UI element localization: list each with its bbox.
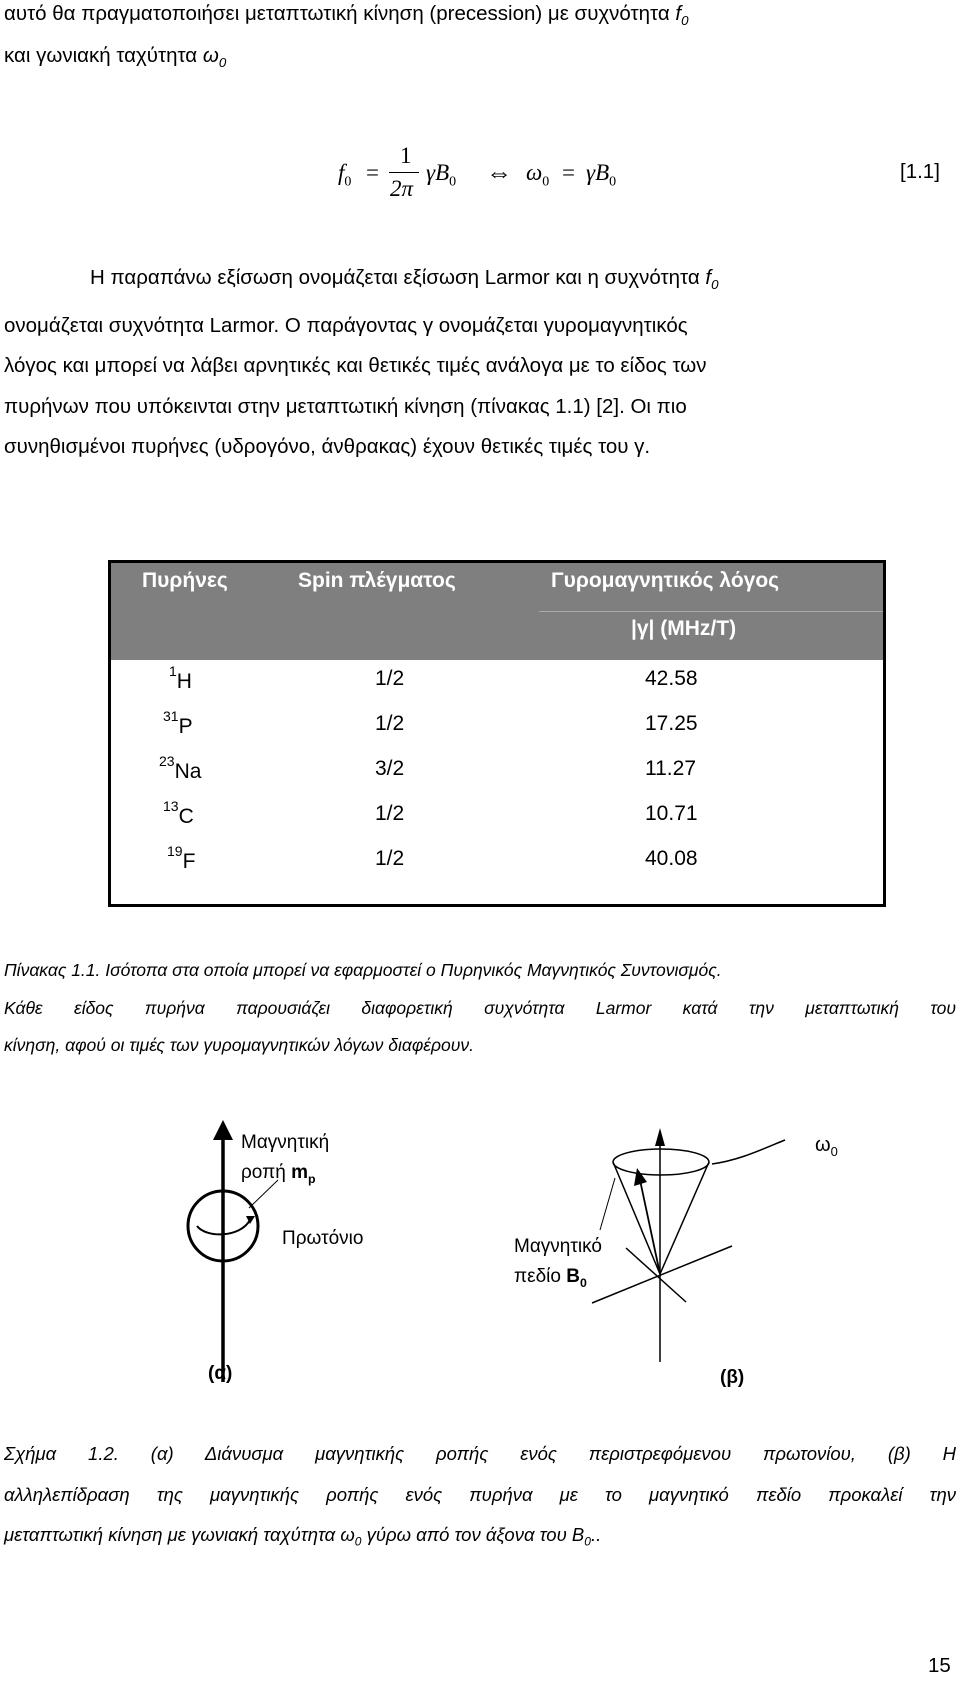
moment-vector [640, 1180, 660, 1274]
eq-equals-1: = [366, 160, 379, 185]
eq-f: f [338, 160, 345, 185]
figure-caption-line-3: μεταπτωτική κίνηση με γωνιακή ταχύτητα $\omega_0$ γύρω από τον άξονα του $B_0$.. [4, 1524, 602, 1549]
row-element: H [176, 670, 192, 693]
precession-diagram [592, 1128, 785, 1362]
eq-denominator: 2π [390, 176, 414, 201]
table-caption-line-3: κίνηση, αφού οι τιμές των γυρομαγνητικών λόγων διαφέρουν. [4, 1035, 474, 1055]
equation-number: [1.1] [900, 160, 940, 183]
equation-larmor: $f_0$ = 1 2π $\gamma B_0$ ⇔ $\omega_0$ = $\gamma B_0$ [338, 143, 617, 201]
figure-proton-precession [0, 1120, 960, 1420]
row-ratio: 40.08 [645, 847, 698, 870]
row-element: F [182, 850, 196, 873]
intro-omega-symbol: $\omega_0$ [202, 44, 227, 71]
moment-label: Μαγνητική ροπή $m_p$ [241, 1132, 330, 1186]
moment-symbol: $m_p$ [291, 1162, 316, 1186]
row-ratio: 10.71 [645, 802, 698, 825]
table-caption-line-2: Κάθε είδος πυρήνα παρουσιάζει διαφορετική συχνότητα Larmor κατά την μεταπτωτική του [4, 997, 956, 1018]
row-spin: 1/2 [375, 667, 405, 690]
paragraph-line-5: συνηθισμένοι πυρήνες (υδρογόνο, άνθρακας) έχουν θετικές τιμές του γ. [4, 435, 651, 459]
intro-line-1-text: αυτό θα πραγματοποιήσει μεταπτωτική κίνηση (precession) με συχνότητα [4, 2, 670, 25]
intro-line-2-text: και γωνιακή ταχύτητα [4, 44, 198, 67]
eq-omega: ω [526, 160, 543, 185]
table-header [111, 563, 883, 660]
field-symbol: $B_0$ [566, 1266, 587, 1290]
row-ratio: 17.25 [645, 712, 698, 735]
row-ratio: 42.58 [645, 667, 698, 690]
label-beta: (β) [720, 1367, 745, 1388]
row-element: P [178, 715, 193, 738]
larmor-paragraph [4, 258, 956, 468]
eq-iff-arrow: ⇔ [486, 158, 512, 187]
figure-caption-line-2: αλληλεπίδραση της μαγνητικής ροπής ενός πυρήνα με το μαγνητικό πεδίο προκαλεί την [4, 1483, 956, 1505]
eq-gamma-b-1: γB [426, 160, 450, 185]
proton-label: Πρωτόνιο [282, 1228, 364, 1249]
field-label: Μαγνητικό πεδίο $B_0$ [514, 1236, 602, 1290]
row-element: C [178, 805, 194, 828]
eq-equals-2: = [562, 160, 575, 185]
gyromagnetic-table: Πυρήνες Spin πλέγματος Γυρομαγνητικός λόγος |γ| (MHz/T) $^1$H 1/2 42.58 $^{31}$P 1/2 17.25 $^{23}$Na 3/2 11.27 $^{13}$C 1/2 10.71 $^{19}$F 1/2 40.08 [108, 560, 886, 907]
header-spin: Spin πλέγματος [298, 569, 456, 592]
precession-ellipse [613, 1149, 709, 1175]
paragraph-line-1: Η παραπάνω εξίσωση ονομάζεται εξίσωση Larmor και η συχνότητα $f_0$ [90, 266, 719, 293]
header-unit: |γ| (MHz/T) [631, 617, 737, 640]
eq-gamma-b-2: γB [586, 160, 610, 185]
row-spin: 1/2 [375, 802, 405, 825]
header-gyro-ratio: Γυρομαγνητικός λόγος [551, 569, 780, 592]
magnetic-moment-arrowhead [213, 1120, 233, 1140]
paragraph-f-symbol: $f_0$ [705, 266, 719, 293]
row-element: Na [174, 760, 202, 783]
header-divider [539, 611, 883, 612]
figure-caption-line-1: Σχήμα 1.2. (α) Διάνυσμα μαγνητικής ροπής ενός περιστρεφόμενου πρωτονίου, (β) Η [4, 1443, 956, 1464]
field-pointer [600, 1178, 615, 1230]
table-caption [4, 952, 956, 1065]
rotation-arrow [712, 1140, 785, 1164]
table-caption-line-1: Πίνακας 1.1. Ισότοπα στα οποία μπορεί να εφαρμοστεί ο Πυρηνικός Μαγνητικός Συντονισμός. [4, 960, 722, 980]
row-spin: 1/2 [375, 712, 405, 735]
row-spin: 3/2 [375, 757, 405, 780]
paragraph-line-4: πυρήνων που υπόκεινται στην μεταπτωτική κίνηση (πίνακας 1.1) [2]. Οι πιο [4, 394, 687, 418]
header-nuclei: Πυρήνες [142, 569, 228, 592]
omega-label: $\omega_0$ [815, 1134, 838, 1159]
label-alpha: (α) [208, 1363, 233, 1384]
paragraph-line-3: λόγος και μπορεί να λάβει αρνητικές και θετικές τιμές ανάλογα με το είδος των [4, 354, 707, 378]
paragraph-line-2: ονομάζεται συχνότητα Larmor. Ο παράγοντας γ ονομάζεται γυρομαγνητικός [4, 313, 688, 337]
row-ratio: 11.27 [645, 757, 696, 780]
intro-f-symbol: $f_0$ [675, 2, 689, 29]
figure-caption [4, 1434, 956, 1562]
page-number: 15 [928, 1654, 951, 1677]
eq-numerator: 1 [400, 143, 412, 168]
row-spin: 1/2 [375, 847, 405, 870]
eq-fraction-bar [389, 172, 419, 173]
